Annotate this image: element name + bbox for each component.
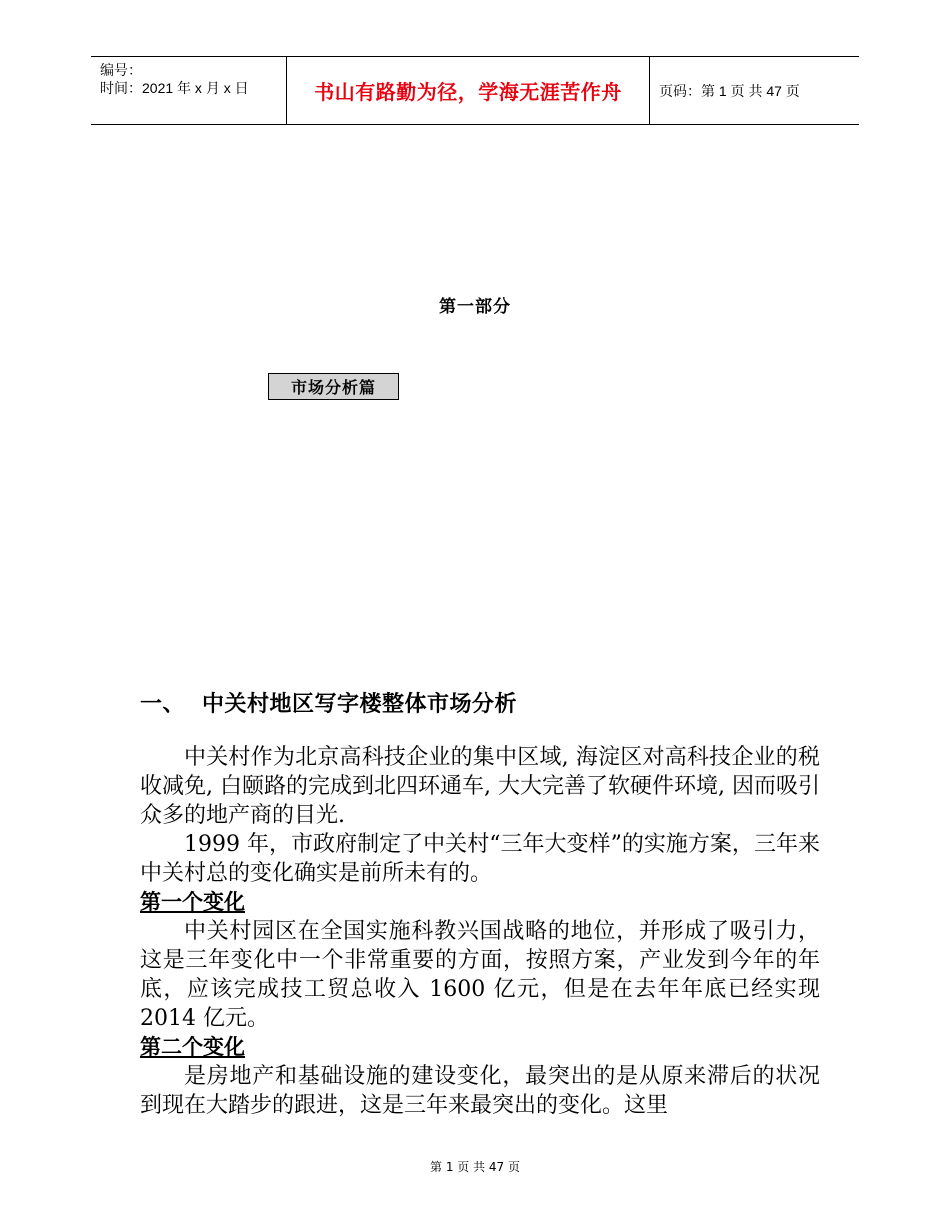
heading-text: 中关村地区写字楼整体市场分析 <box>202 692 518 717</box>
header-page-cell <box>650 57 859 124</box>
section-title: 市场分析篇 <box>290 378 376 397</box>
paragraph: 中关村园区在全国实施科教兴国战略的地位，并形成了吸引力，这是三年变化中一个非常重要的方面，按照方案，产业发到今年的年底，应该完成技工贸总收入 1600 亿元，但是在去年年底已经实现 2014 亿元。 <box>140 919 820 1031</box>
body-text <box>140 743 820 1120</box>
subheading-first-change: 第一个变化 <box>140 890 245 914</box>
paragraph: 中关村作为北京高科技企业的集中区域, 海淀区对高科技企业的税收减免, 白颐路的完成到北四环通车, 大大完善了软硬件环境, 因而吸引众多的地产商的目光. <box>140 745 820 828</box>
paragraph: 1999 年，市政府制定了中关村“三年大变样”的实施方案，三年来中关村总的变化确实是前所未有的。 <box>140 832 820 886</box>
serial-label: 编号： <box>100 62 142 78</box>
header-meta-cell <box>91 57 287 124</box>
paragraph: 是房地产和基础设施的建设变化，最突出的是从原来滞后的状况到现在大踏步的跟进，这是三年来最突出的变化。这里 <box>140 1064 820 1118</box>
heading-number: 一、 <box>140 692 186 717</box>
part-title: 第一部分 <box>439 297 511 317</box>
section-title-box <box>268 373 399 400</box>
heading <box>140 687 517 718</box>
subheading-second-change: 第二个变化 <box>140 1035 245 1059</box>
page-footer: 第 1 页 共 47 页 <box>430 1160 520 1174</box>
header-motto-cell <box>287 57 650 124</box>
date-label: 时间：2021 年 x 月 x 日 <box>100 80 249 96</box>
header-table <box>91 56 859 125</box>
page-label: 页码：第 1 页 共 47 页 <box>659 82 800 99</box>
motto-text: 书山有路勤为径，学海无涯苦作舟 <box>314 80 622 104</box>
